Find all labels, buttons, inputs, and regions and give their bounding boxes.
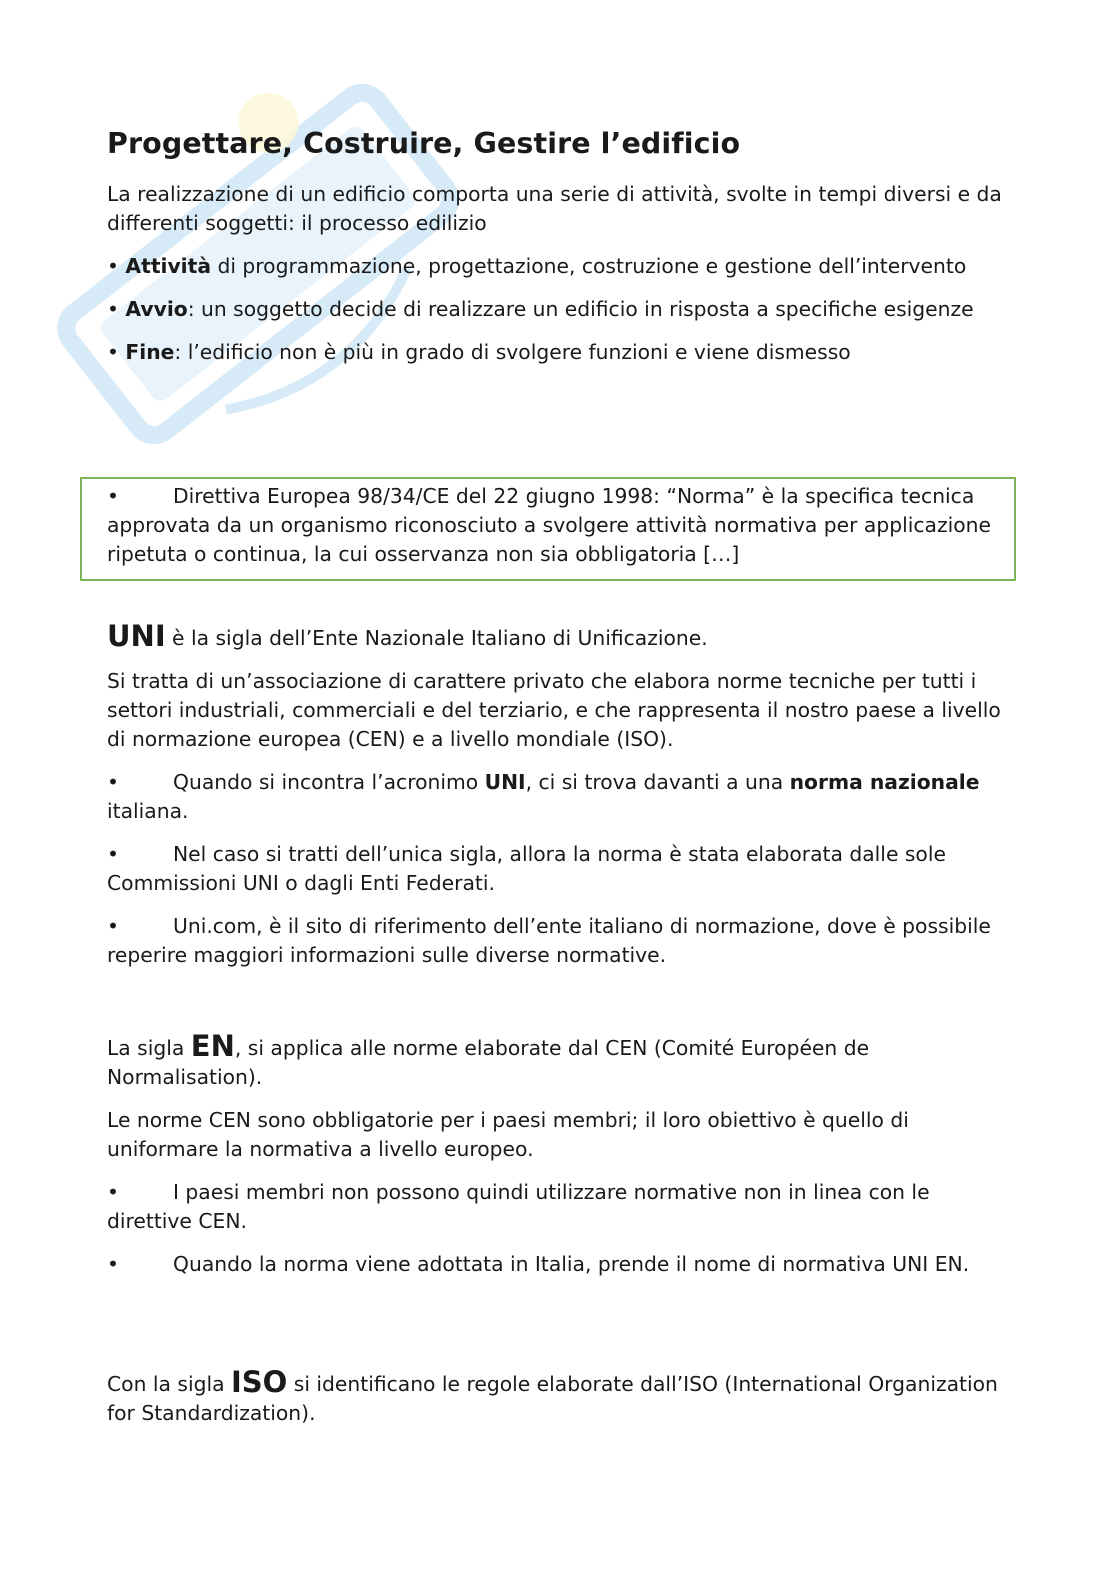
text-span: Quando si incontra l’acronimo (173, 770, 485, 794)
directive-paragraph (107, 482, 1007, 569)
directive-box-text (107, 482, 1007, 569)
iso-heading-text: si identificano le regole elaborate dall’ISO (International Organization for Standardization). (107, 1372, 998, 1425)
bullet: • (107, 770, 119, 794)
iso-acronym: ISO (230, 1365, 288, 1399)
bold-span: UNI (484, 770, 526, 794)
uni-heading (107, 619, 1007, 653)
en-bullet-1 (107, 1178, 1007, 1236)
uni-heading-text: è la sigla dell’Ente Nazionale Italiano di Unificazione. (165, 626, 708, 650)
iso-heading (107, 1365, 1007, 1428)
uni-section (107, 619, 1007, 984)
text-span: , ci si trova davanti a una (525, 770, 790, 794)
text-span: Con la sigla (107, 1372, 231, 1396)
bullet: • (107, 842, 119, 866)
bullet: • (107, 1252, 119, 1276)
uni-acronym: UNI (107, 619, 166, 653)
bullet: • (107, 253, 119, 278)
bullet: • (107, 296, 119, 321)
bullet: • (107, 484, 119, 508)
bullet: • (107, 1180, 119, 1204)
text-span: Uni.com, è il sito di riferimento dell’ente italiano di normazione, dove è possibile reperire maggiori informazioni sulle diverse normative. (107, 914, 991, 967)
en-heading-text: , si applica alle norme elaborate dal CEN (Comité Européen de Normalisation). (107, 1036, 870, 1089)
en-bullet-2 (107, 1250, 1007, 1279)
main-content (107, 126, 1007, 381)
iso-section (107, 1365, 1007, 1428)
text-span: italiana. (107, 799, 189, 823)
bold-span: norma nazionale (789, 770, 980, 794)
uni-bullet-1 (107, 768, 1007, 826)
en-section (107, 1029, 1007, 1293)
intro-paragraph: La realizzazione di un edificio comporta una serie di attività, svolte in tempi diversi e da differenti soggetti: il processo edilizio (107, 181, 1002, 235)
text-span: Quando la norma viene adottata in Italia, prende il nome di normativa UNI EN. (173, 1252, 970, 1276)
bullet: • (107, 914, 119, 938)
phase-term: Fine (125, 339, 175, 364)
text-span: La sigla (107, 1036, 191, 1060)
uni-bullet-2 (107, 840, 1007, 898)
phase-term: Attività (125, 253, 212, 278)
phase-term: Avvio (125, 296, 188, 321)
uni-description: Si tratta di un’associazione di carattere privato che elabora norme tecniche per tutti i settori industriali, commerciali e del terziario, e che rappresenta il nostro paese a livello di normazione europea (CEN) e a livello mondiale (ISO). (107, 669, 1001, 751)
text-span: Nel caso si tratti dell’unica sigla, allora la norma è stata elaborata dalle sole Commissioni UNI o dagli Enti Federati. (107, 842, 946, 895)
uni-bullet-3 (107, 912, 1007, 970)
text-span: I paesi membri non possono quindi utilizzare normative non in linea con le direttive CEN. (107, 1180, 930, 1233)
phase-item-avvio (107, 295, 1007, 324)
directive-text: Direttiva Europea 98/34/CE del 22 giugno 1998: “Norma” è la specifica tecnica approvata da un organismo riconosciuto a svolgere attività normativa per applicazione ripetuta o continua, la cui osservanza non sia obbligatoria […] (107, 484, 991, 566)
phase-item-fine (107, 338, 1007, 367)
phase-item-attivita (107, 252, 1007, 281)
en-acronym: EN (190, 1029, 235, 1063)
en-heading (107, 1029, 1007, 1092)
bullet: • (107, 339, 119, 364)
phase-text: : un soggetto decide di realizzare un edificio in risposta a specifiche esigenze (187, 296, 974, 321)
en-description: Le norme CEN sono obbligatorie per i paesi membri; il loro obiettivo è quello di uniformare la normativa a livello europeo. (107, 1108, 909, 1161)
phase-text: : l’edificio non è più in grado di svolgere funzioni e viene dismesso (174, 339, 851, 364)
page-title: Progettare, Costruire, Gestire l’edificio (107, 127, 741, 160)
phase-text: di programmazione, progettazione, costruzione e gestione dell’intervento (211, 253, 967, 278)
